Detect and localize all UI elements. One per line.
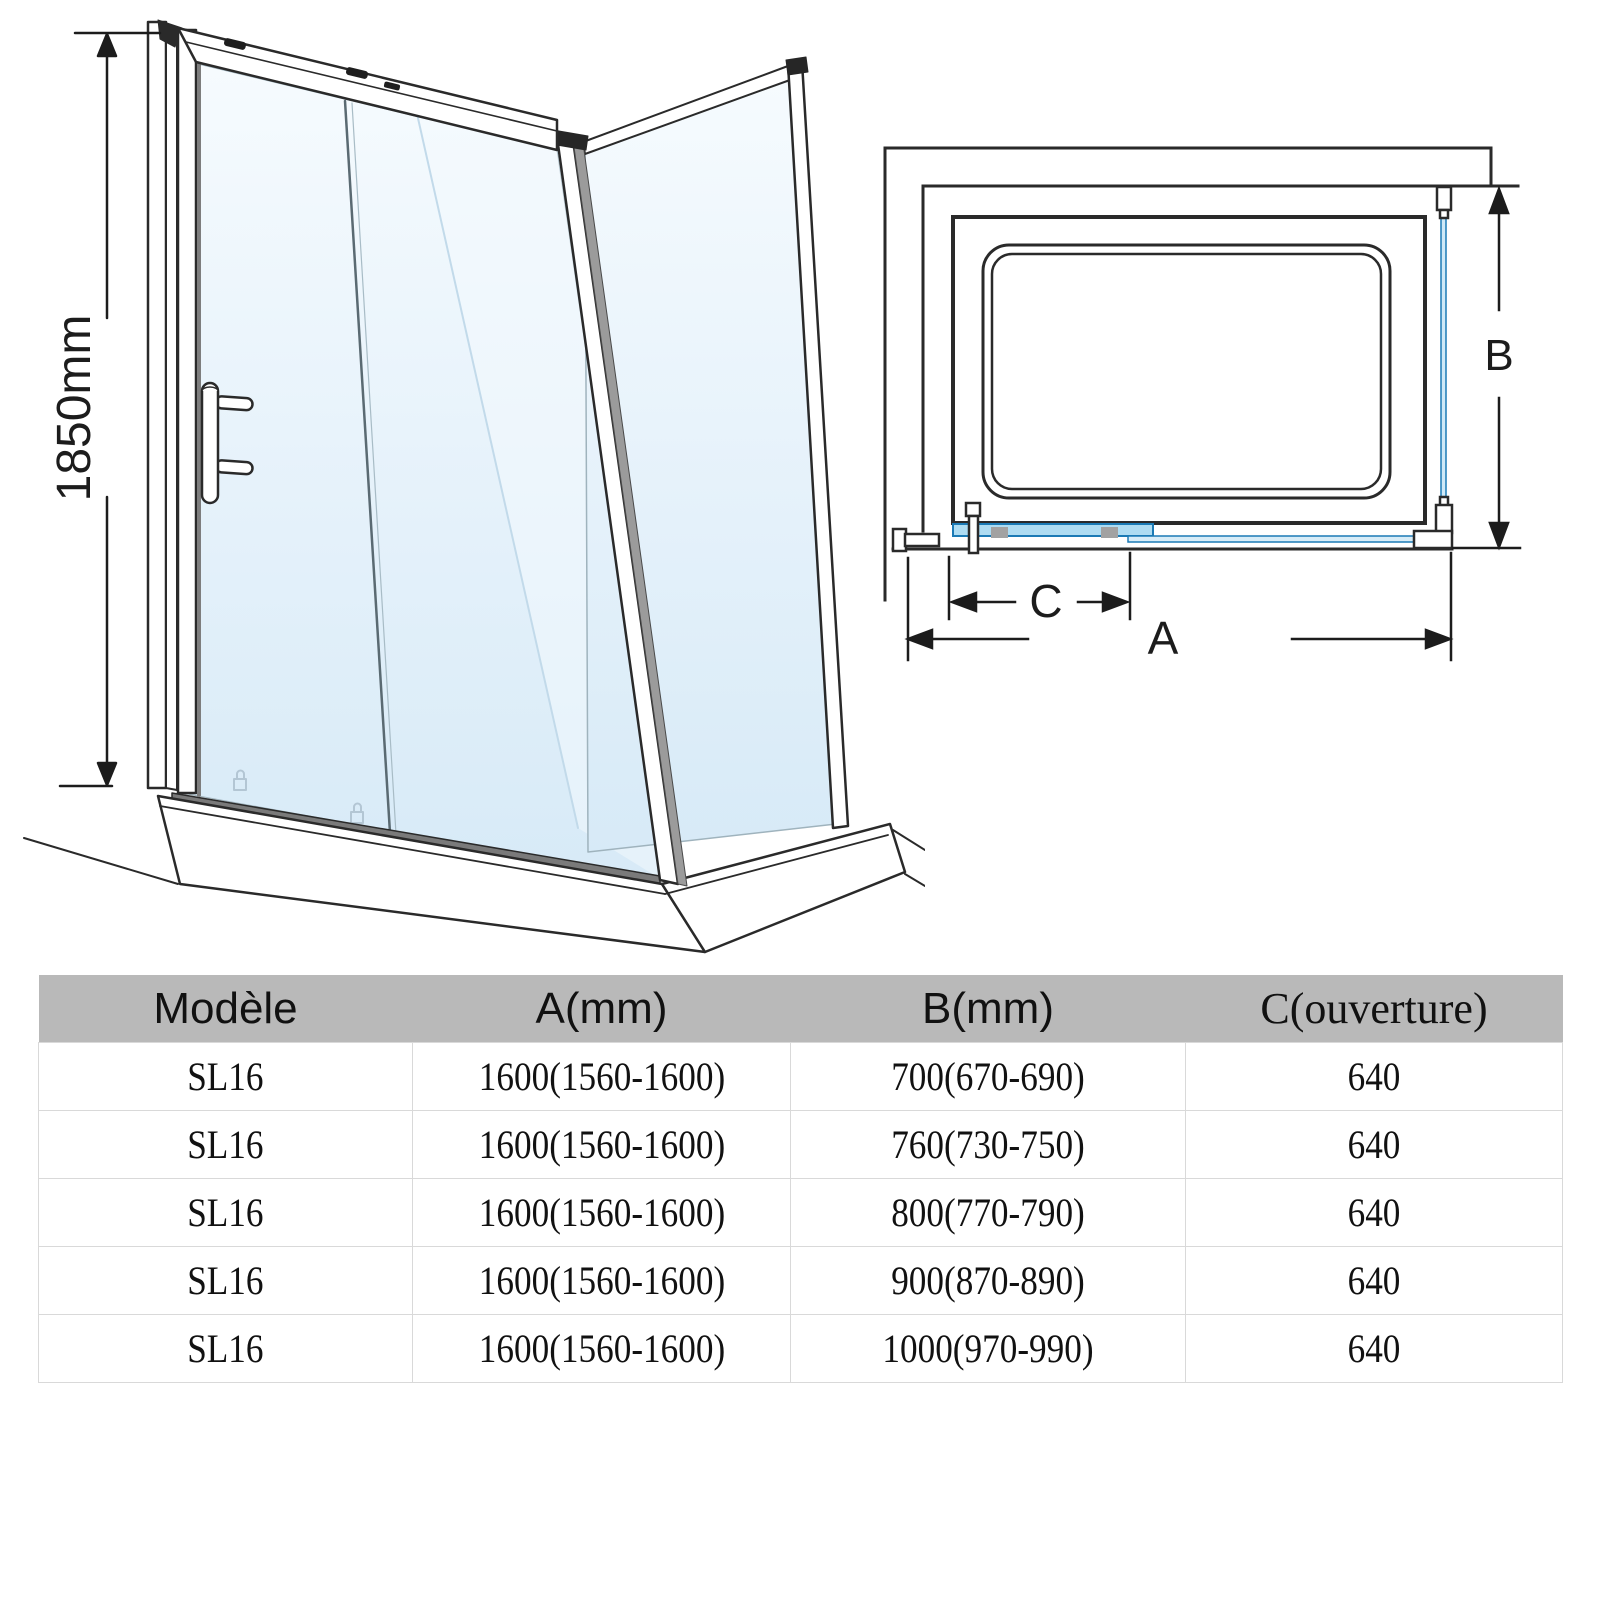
cell-a: 1600(1560-1600) [478, 1326, 725, 1371]
cell-a: 1600(1560-1600) [478, 1122, 725, 1167]
cell-model: SL16 [187, 1054, 264, 1099]
enclosure-frame [953, 217, 1425, 523]
header-modele: Modèle [39, 975, 413, 1043]
cell-model: SL16 [187, 1326, 264, 1371]
cell-c: 640 [1347, 1190, 1401, 1235]
table-row [39, 1247, 1563, 1315]
plan-view-drawing [860, 130, 1570, 690]
tray-outline [983, 245, 1390, 498]
cell-a: 1600(1560-1600) [478, 1190, 725, 1235]
side-glass-panel [1414, 187, 1452, 548]
arrow-right-icon [1103, 593, 1127, 611]
size-table [38, 975, 1563, 1383]
arrow-left-icon [908, 630, 932, 648]
dimension-b [1453, 189, 1520, 548]
cell-b: 700(670-690) [891, 1054, 1085, 1099]
arrow-down-icon [98, 763, 116, 785]
dimension-c [949, 553, 1130, 627]
table-row [39, 1179, 1563, 1247]
sliding-door-glass [953, 524, 1153, 538]
arrow-down-icon [1490, 523, 1508, 547]
arrow-up-icon [1490, 189, 1508, 213]
header-c-ouverture: C(ouverture) [1186, 975, 1563, 1043]
table-row [39, 1315, 1563, 1383]
dimension-c-label: C [1029, 575, 1063, 627]
header-a-mm: A(mm) [413, 975, 791, 1043]
roller [1101, 527, 1118, 538]
cell-a: 1600(1560-1600) [478, 1258, 725, 1303]
table-row [39, 1111, 1563, 1179]
cell-b: 900(870-890) [891, 1258, 1085, 1303]
cell-model: SL16 [187, 1258, 264, 1303]
door-guide [966, 503, 980, 553]
side-panel-top-cap [786, 57, 808, 75]
cell-b: 760(730-750) [891, 1122, 1085, 1167]
dimension-b-label: B [1484, 331, 1514, 380]
fixed-glass-panel [1128, 536, 1416, 542]
roller [991, 527, 1008, 538]
arrow-up-icon [98, 34, 116, 56]
header-b-mm: B(mm) [791, 975, 1186, 1043]
dimension-a-label: A [1147, 612, 1179, 664]
height-dimension-label: 1850mm [48, 314, 101, 502]
cell-c: 640 [1347, 1122, 1401, 1167]
side-view-drawing [0, 0, 925, 960]
height-dimension [48, 33, 160, 786]
cell-b: 1000(970-990) [882, 1326, 1094, 1371]
arrow-left-icon [952, 593, 976, 611]
cell-a: 1600(1560-1600) [478, 1054, 725, 1099]
cell-b: 800(770-790) [891, 1190, 1085, 1235]
cell-model: SL16 [187, 1190, 264, 1235]
arrow-right-icon [1426, 630, 1450, 648]
table-row [39, 1043, 1563, 1111]
dimension-a [908, 553, 1451, 664]
cell-c: 640 [1347, 1258, 1401, 1303]
cell-model: SL16 [187, 1122, 264, 1167]
table-header-row [39, 975, 1563, 1043]
cell-c: 640 [1347, 1326, 1401, 1371]
cell-c: 640 [1347, 1054, 1401, 1099]
